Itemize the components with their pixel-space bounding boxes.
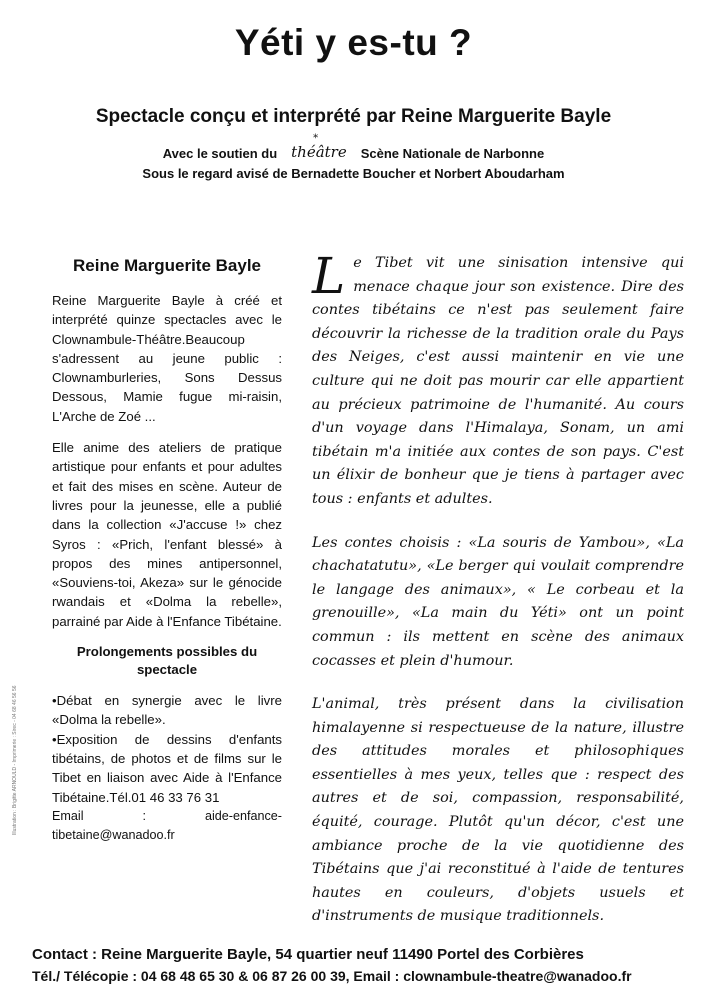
bio-column (52, 256, 282, 845)
story-paragraph: Le Tibet vit une sinisation intensive qui menace chaque jour son existence. Dire des contes tibétains ce n'est pas seulement faire découvrir la richesse de la tradition orale du Pays des Neiges, c'est aussi maintenir en vie une culture qui ne doit pas mourir car elle appartient au précieux patrimoine de l'humanité. Au cours d'un voyage dans l'Himalaya, Sonam, un ami tibétain m'a initiée aux contes de son pays. C'est un élixir de bonheur que je tiens à partager avec tous : enfants et adultes. (312, 247, 684, 507)
list-item: •Débat en synergie avec le livre «Dolma la rebelle». (52, 693, 282, 728)
support-line (0, 133, 707, 162)
theatre-logo: théâtre * (291, 133, 347, 161)
story-paragraph: L'animal, très présent dans la civilisation himalayenne si respectueuse de la nature, illustre des attitudes morales et philosophiques essentielles à mes yeux, telles que : respect des autres et de soi, compassion, responsabilité, équité, courage. Plutôt qu'un décor, c'est une ambiance proche de la vie quotidienne des Tibétains que j'ai reconstitué à l'aide de tentures hautes en couleurs, d'objets usuels et d'instruments de musique traditionnels. (312, 696, 684, 925)
prolongements-heading: Prolongements possibles du spectacle (76, 644, 258, 678)
support-prefix: Avec le soutien du (162, 146, 278, 161)
contact-email: Email : aide-enfance-tibetaine@wanadoo.fr (52, 808, 282, 842)
document-title: Yéti y es-tu ? (234, 22, 473, 63)
story-column (312, 247, 684, 949)
bio-paragraph: Reine Marguerite Bayle à créé et interprété quinze spectacles avec le Clownambule-Théâtre.Beaucoup s'adressent au jeune public : Clownamburleries, Sons Dessus Dessous, Mamie fugue mi-raisin, L'Arche de Zoé ... (52, 293, 282, 424)
side-credit: Illustration : Brigitte ARNOULD - Imprimerie : Sirec - 04 68 46 56 56 (12, 685, 18, 835)
support-suffix: Scène Nationale de Narbonne (360, 146, 545, 161)
phone-email-line: Tél./ Télécopie : 04 68 48 65 30 & 06 87 26 00 39, Email : clownambule-theatre@wanadoo.fr (32, 968, 632, 984)
prolongements-list (52, 691, 282, 845)
drop-cap: L (312, 247, 346, 305)
bio-paragraph: Elle anime des ateliers de pratique artistique pour enfants et pour adultes et fait des mises en scène. Auteur de livres pour la jeunesse, elle a publié dans la collection «J'accuse !» chez Syros : «Prich, l'enfant blessé» à propos des mines antipersonnel, «Souviens-toi, Akeza» sur le génocide rwandais et «Dolma la rebelle», parrainé par Aide à l'Enfance Tibétaine. (52, 440, 282, 629)
document-subtitle: Spectacle conçu et interprété par Reine Marguerite Bayle (95, 106, 612, 127)
story-paragraph: Les contes choisis : «La souris de Yambou», «La chachatatutu», «Le berger qui voulait comprendre le langage des animaux», « Le corbeau et la grenouille», «La main du Yéti» ont un point commun : ils mettent en scène des animaux cocasses et plein d'humour. (312, 534, 684, 669)
bio-heading: Reine Marguerite Bayle (72, 256, 261, 275)
list-item: •Exposition de dessins d'enfants tibétains, de photos et de films sur le Tibet en liaison avec Aide à l'Enfance Tibétaine.Tél.01 46 33 76 31 (52, 731, 282, 805)
regard-line: Sous le regard avisé de Bernadette Boucher et Norbert Aboudarham (142, 166, 565, 181)
contact-line: Contact : Reine Marguerite Bayle, 54 quartier neuf 11490 Portel des Corbières (32, 946, 584, 963)
